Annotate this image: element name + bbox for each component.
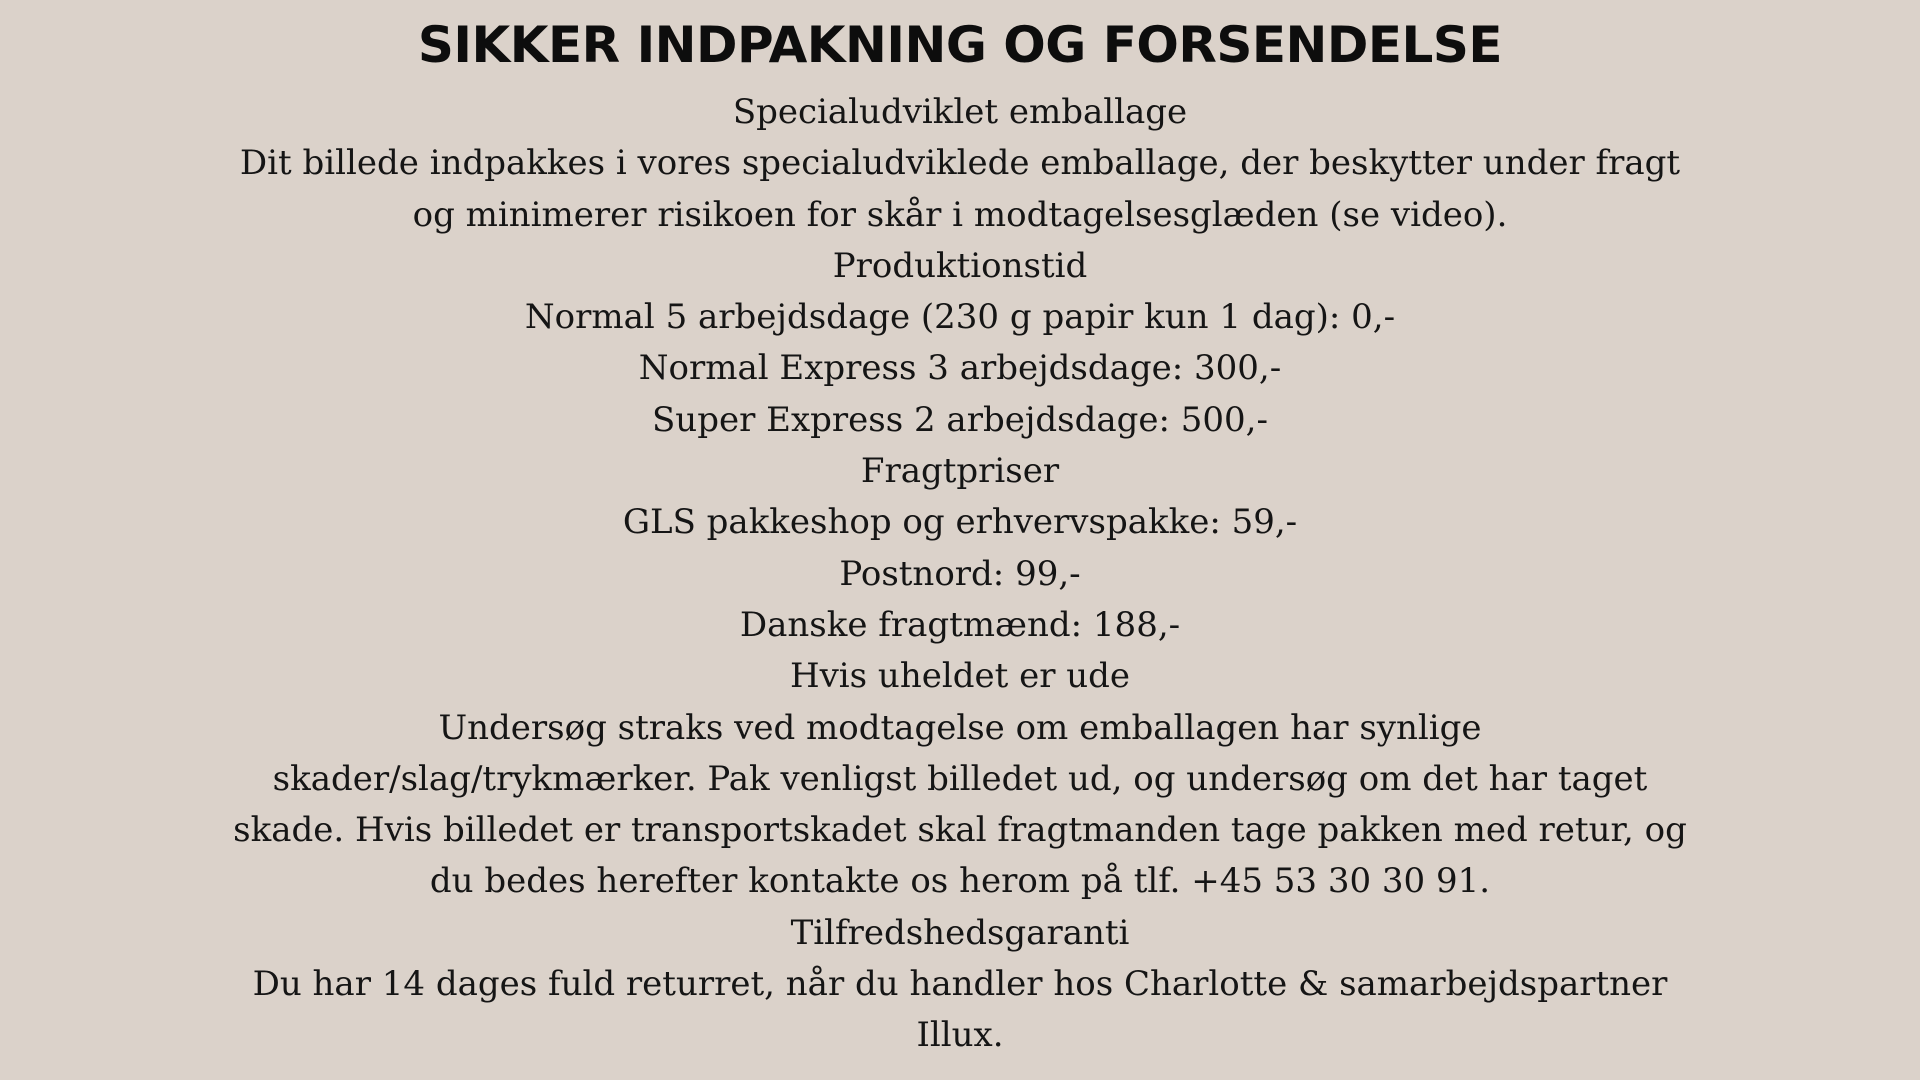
packaging-text-line: og minimerer risikoen for skår i modtagelsesglæden (se video). (412, 194, 1508, 235)
damage-text-line: skade. Hvis billedet er transportskadet skal fragtmanden tage pakken med retur, og (233, 810, 1687, 851)
guarantee-section (190, 908, 1730, 1062)
shipping-section (190, 446, 1730, 651)
packaging-heading: Specialudviklet emballage (732, 92, 1188, 132)
shipping-option: Postnord: 99,- (839, 553, 1081, 594)
damage-text-line: Undersøg straks ved modtagelse om emballagen har synlige (438, 707, 1482, 748)
production-option: Super Express 2 arbejdsdage: 500,- (652, 399, 1268, 440)
guarantee-heading: Tilfredshedsgaranti (790, 912, 1130, 953)
production-option: Normal Express 3 arbejdsdage: 300,- (638, 348, 1282, 389)
shipping-option: GLS pakkeshop og erhvervspakke: 59,- (622, 502, 1298, 543)
damage-text-line: skader/slag/trykmærker. Pak venligst billedet ud, og undersøg om det har taget (272, 758, 1648, 799)
production-section (190, 241, 1730, 446)
content-block (190, 87, 1730, 1062)
packaging-text-line: Dit billede indpakkes i vores specialudviklede emballage, der beskytter under fragt (239, 143, 1681, 184)
damage-heading: Hvis uheldet er ude (789, 656, 1131, 697)
guarantee-text-line: Du har 14 dages fuld returret, når du handler hos Charlotte & samarbejdspartner (252, 964, 1668, 1005)
shipping-heading: Fragtpriser (860, 451, 1060, 492)
production-option: Normal 5 arbejdsdage (230 g papir kun 1 dag): 0,- (524, 297, 1396, 338)
production-heading: Produktionstid (832, 245, 1088, 286)
packaging-section (190, 87, 1730, 241)
shipping-option: Danske fragtmænd: 188,- (739, 604, 1181, 645)
page-title: SIKKER INDPAKNING OG FORSENDELSE (417, 16, 1503, 74)
guarantee-text-line: Illux. (916, 1015, 1004, 1056)
damage-text-line: du bedes herefter kontakte os herom på tlf. +45 53 30 30 91. (429, 861, 1491, 902)
damage-section (190, 651, 1730, 907)
